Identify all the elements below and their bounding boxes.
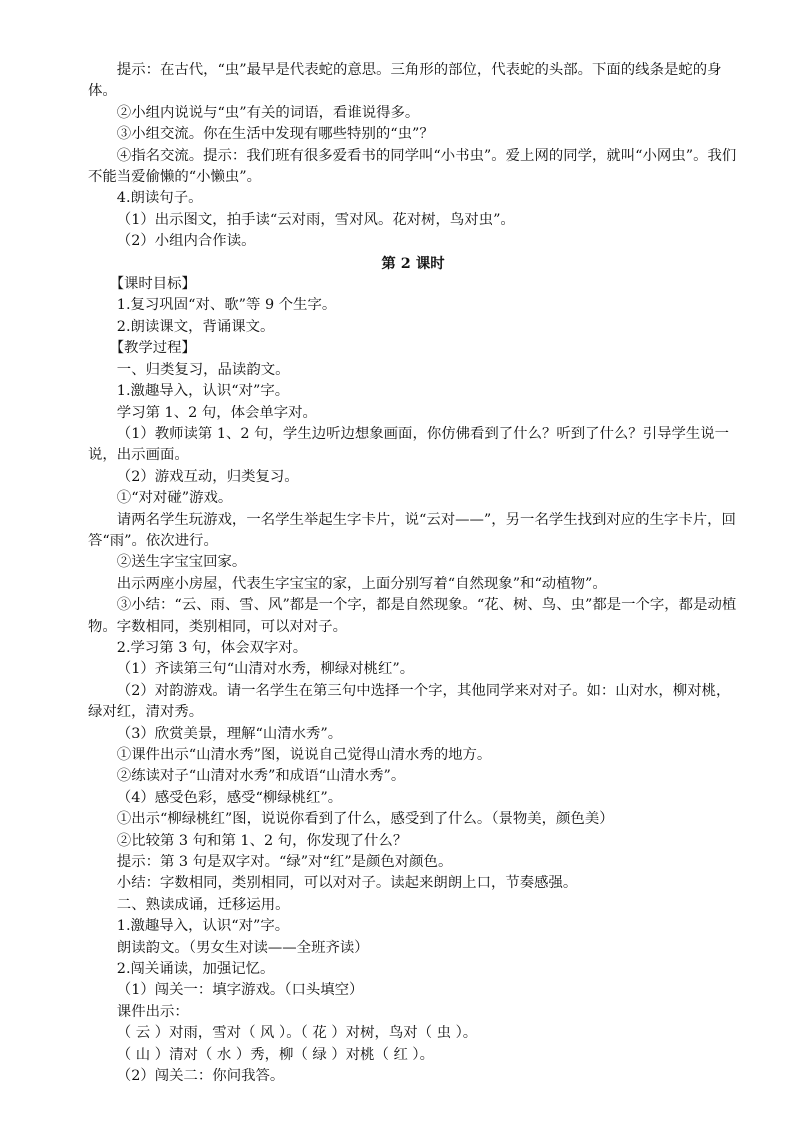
paragraph: ②比较第 3 句和第 1、2 句，你发现了什么？ [116,832,408,849]
paragraph: （2）闯关二：你问我答。 [116,1068,285,1085]
fill-in-line-2: （ 山 ）清对（ 水 ）秀，柳（ 绿 ）对桃（ 红 ）。 [116,1046,435,1063]
paragraph: 提示：第 3 句是双字对。“绿”对“红”是颜色对颜色。 [116,854,453,871]
paragraph: 请两名学生玩游戏，一名学生举起生字卡片，说“云对——”，另一名学生找到对应的生字卡片，回答“雨”。依次进行。 [88,511,736,549]
paragraph: （1）教师读第 1、2 句，学生边听边想象画面，你仿佛看到了什么？听到了什么？引导学生说一说，出示画面。 [88,425,730,464]
paragraph: 1.激趣导入，认识“对”字。 [116,918,290,935]
label-lesson-goals: 【课时目标】 [109,276,196,293]
paragraph: （3）欣赏美景，理解“山清水秀”。 [116,725,343,742]
paragraph: （1）闯关一：填字游戏。（口头填空） [116,982,364,999]
goal-1: 1.复习巩固“对、歌”等 9 个生字。 [116,297,337,314]
paragraph-read-sub-1: （1）出示图文，拍手读“云对雨，雪对风。花对树，鸟对虫”。 [116,211,515,228]
paragraph: ②送生字宝宝回家。 [116,554,247,571]
paragraph: ①出示“柳绿桃红”图，说说你看到了什么，感受到了什么。（景物美，颜色美） [116,811,614,828]
process-part-1: 一、归类复习，品读韵文。 [116,361,290,378]
paragraph: 小结：字数相同，类别相同，可以对对子。读起来朗朗上口，节奏感强。 [116,875,578,892]
fill-in-line-1: （ 云 ）对雨，雪对（ 风 ）。（ 花 ）对树，鸟对（ 虫 ）。 [116,1025,478,1042]
paragraph-tip-insect: 提示：在古代，“虫”最早是代表蛇的意思。三角形的部位，代表蛇的头部。下面的线条是蛇的身体。 [88,62,722,100]
paragraph: ②练读对子“山清对水秀”和成语“山清水秀”。 [116,768,406,785]
paragraph: ①课件出示“山清水秀”图，说说自己觉得山清水秀的地方。 [116,747,492,763]
paragraph-step-3: ③小组交流。你在生活中发现有哪些特别的“虫”？ [116,126,434,143]
paragraph: （2）对韵游戏。请一名学生在第三句中选择一个字，其他同学来对对子。如：山对水，柳对桃，绿对红，清对秀。 [88,682,731,721]
paragraph-step-4: ④指名交流。提示：我们班有很多爱看书的同学叫“小书虫”。爱上网的同学，就叫“小网虫”。我们不能当爱偷懒的“小懒虫”。 [88,147,737,186]
paragraph: 学习第 1、2 句，体会单字对。 [116,404,317,421]
paragraph-read-sub-2: （2）小组内合作读。 [116,233,256,250]
process-step-1: 1.激趣导入，认识“对”字。 [116,383,290,400]
paragraph: 朗读韵文。（男女生对读——全班齐读） [116,939,369,956]
paragraph: 课件出示： [116,1003,189,1020]
paragraph: （1）齐读第三句“山清对水秀，柳绿对桃红”。 [116,661,415,678]
paragraph: （2）游戏互动，归类复习。 [116,468,299,485]
paragraph-read-sentences: 4.朗读句子。 [116,190,203,207]
document-page [88,60,738,1088]
section-heading-lesson-2: 第 2 课时 [381,254,445,272]
paragraph: 出示两座小房屋，代表生字宝宝的家，上面分别写着“自然现象”和“动植物”。 [116,575,607,592]
process-part-2: 二、熟读成诵，迁移运用。 [116,896,290,913]
paragraph-step-2: ②小组内说说与“虫”有关的词语，看谁说得多。 [116,104,420,121]
paragraph: ①“对对碰”游戏。 [116,490,233,507]
label-teaching-process: 【教学过程】 [109,340,196,357]
process-step-2: 2.学习第 3 句，体会双字对。 [116,639,308,656]
goal-2: 2.朗读课文，背诵课文。 [116,318,275,335]
paragraph: ③小结：“云、雨、雪、风”都是一个字，都是自然现象。“花、树、鸟、虫”都是一个字，都是动植物。字数相同，类别相同，可以对对子。 [88,597,737,635]
paragraph: 2.闯关诵读，加强记忆。 [116,961,275,978]
paragraph: （4）感受色彩，感受“柳绿桃红”。 [116,789,343,806]
